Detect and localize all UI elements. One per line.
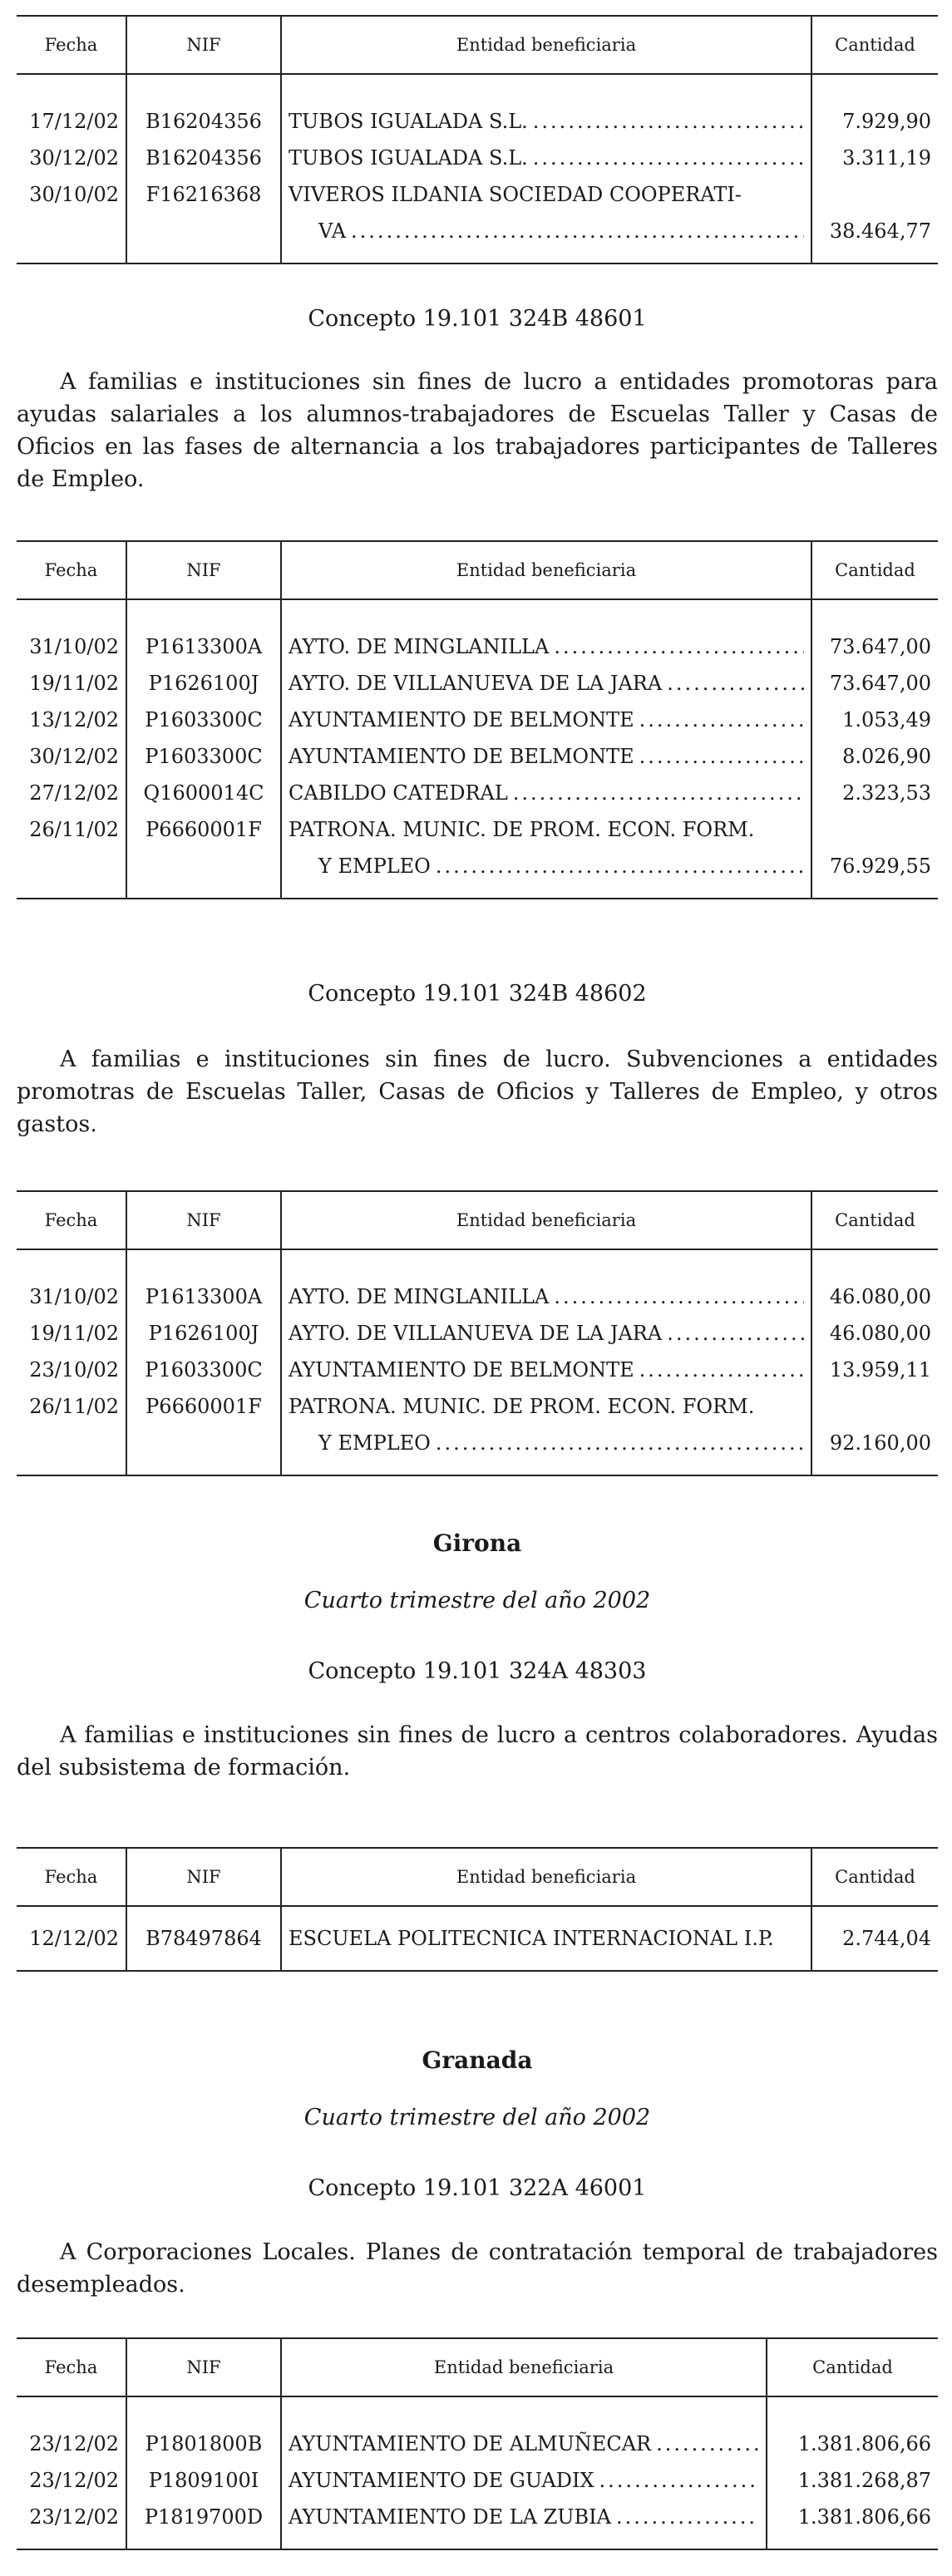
cell-fecha: 17/12/02 — [29, 110, 119, 133]
table-row — [17, 775, 938, 811]
entidad-line — [289, 140, 804, 176]
cell-cantidad: 2.323,53 — [811, 775, 938, 811]
entidad-line-2 — [289, 848, 804, 884]
cell-entidad — [281, 2499, 767, 2535]
amount-spacer — [819, 176, 931, 213]
spacer-cell — [811, 884, 938, 899]
entidad-text: VIVEROS ILDANIA SOCIEDAD COOPERATI- — [289, 183, 742, 206]
cell-fecha: 27/12/02 — [29, 781, 119, 805]
header-fecha: Fecha — [17, 541, 126, 599]
spacer-cell — [281, 1906, 811, 1920]
header-nif: NIF — [126, 1848, 281, 1906]
cell-fecha: 12/12/02 — [29, 1927, 119, 1950]
cell-cantidad: 1.381.268,87 — [767, 2462, 938, 2499]
concepto-description: A familias e instituciones sin fines de lucro. Subvenciones a entidades promotras de Escuelas Taller, Casas de Oficios y Talleres de Empleo, y otros gastos. — [17, 1047, 938, 1137]
amount-value: 38.464,77 — [829, 219, 931, 243]
entidad-text: PATRONA. MUNIC. DE PROM. ECON. FORM. — [289, 1395, 755, 1418]
cell-fecha: 26/11/02 — [29, 1395, 119, 1418]
cell-entidad — [281, 1920, 811, 1957]
header-nif: NIF — [126, 2338, 281, 2396]
dot-leader — [533, 140, 804, 176]
entidad-text: AYTO. DE VILLANUEVA DE LA JARA — [289, 1322, 663, 1345]
dot-leader — [599, 2462, 759, 2499]
period-heading: Cuarto trimestre del año 2002 — [303, 1588, 651, 1613]
spacer-cell — [281, 2535, 767, 2549]
cell-entidad — [281, 665, 811, 702]
table-row — [17, 1920, 938, 1957]
cell-cantidad: 8.026,90 — [811, 738, 938, 775]
cell-entidad — [281, 1315, 811, 1352]
table-row — [17, 2426, 938, 2462]
entidad-text-cont: VA — [318, 219, 347, 243]
row-spacer — [17, 884, 938, 899]
dot-leader — [656, 2426, 759, 2462]
spacer-cell — [17, 2535, 126, 2549]
cell-cantidad: 1.381.806,66 — [767, 2499, 938, 2535]
table-row — [17, 2462, 938, 2499]
spacer-cell — [126, 249, 281, 264]
dot-leader — [616, 2499, 759, 2535]
dot-leader — [667, 1315, 804, 1352]
cell-cantidad: 2.744,04 — [811, 1920, 938, 1957]
spacer-cell — [281, 1461, 811, 1475]
table-row — [17, 628, 938, 665]
spacer-cell — [811, 74, 938, 103]
amount-spacer — [819, 1388, 931, 1425]
cell-cantidad: 46.080,00 — [811, 1278, 938, 1315]
table-row — [17, 1352, 938, 1388]
cell-nif: P6660001F — [126, 811, 281, 884]
table-5 — [17, 2337, 938, 2550]
header-nif: NIF — [126, 16, 281, 74]
spacer-cell — [126, 2396, 281, 2426]
header-entidad: Entidad beneficiaria — [281, 2338, 767, 2396]
cell-cantidad: 1.053,49 — [811, 702, 938, 738]
spacer-cell — [126, 599, 281, 628]
entidad-line — [289, 103, 804, 140]
table-3 — [17, 1190, 938, 1476]
entidad-text: TUBOS IGUALADA S.L. — [289, 146, 528, 170]
entidad-line — [289, 1278, 804, 1315]
cell-fecha: 30/12/02 — [29, 146, 119, 170]
dot-leader — [639, 702, 804, 738]
dot-leader — [554, 1278, 804, 1315]
dot-leader — [436, 1425, 804, 1461]
cell-fecha: 23/12/02 — [29, 2469, 119, 2492]
table-row — [17, 702, 938, 738]
header-fecha: Fecha — [17, 16, 126, 74]
entidad-line — [289, 2499, 759, 2535]
row-spacer — [17, 1461, 938, 1475]
dot-leader — [533, 103, 804, 140]
header-cantidad: Cantidad — [811, 1848, 938, 1906]
spacer-cell — [281, 1957, 811, 1971]
entidad-line — [289, 628, 804, 665]
cell-nif: P1626100J — [126, 1315, 281, 1352]
spacer-cell — [126, 884, 281, 899]
spacer-cell — [767, 2535, 938, 2549]
table-row — [17, 738, 938, 775]
entidad-line-2 — [289, 1425, 804, 1461]
cell-entidad — [281, 140, 811, 176]
table-row — [17, 1278, 938, 1315]
table-row — [17, 665, 938, 702]
entidad-text: AYTO. DE VILLANUEVA DE LA JARA — [289, 672, 663, 695]
cell-fecha: 19/11/02 — [29, 672, 119, 695]
entidad-text: PATRONA. MUNIC. DE PROM. ECON. FORM. — [289, 818, 755, 841]
spacer-cell — [767, 2396, 938, 2426]
header-cantidad: Cantidad — [811, 16, 938, 74]
table-1 — [17, 15, 938, 264]
cell-fecha: 19/11/02 — [29, 1322, 119, 1345]
spacer-cell — [17, 1957, 126, 1971]
spacer-cell — [17, 74, 126, 103]
row-spacer — [17, 599, 938, 628]
cell-fecha: 31/10/02 — [29, 1285, 119, 1308]
spacer-cell — [281, 884, 811, 899]
spacer-cell — [811, 1249, 938, 1278]
dot-leader — [639, 1352, 804, 1388]
cell-nif: P1801800B — [126, 2426, 281, 2462]
cell-entidad — [281, 103, 811, 140]
dot-leader — [554, 628, 804, 665]
cell-nif: P1613300A — [126, 628, 281, 665]
cell-entidad — [281, 702, 811, 738]
dot-leader — [513, 775, 804, 811]
spacer-cell — [17, 1461, 126, 1475]
entidad-line-1 — [289, 1388, 804, 1425]
row-spacer — [17, 2396, 938, 2426]
amount-spacer — [819, 811, 931, 848]
cell-fecha: 26/11/02 — [29, 818, 119, 841]
entidad-line — [289, 775, 804, 811]
period-heading: Cuarto trimestre del año 2002 — [303, 2105, 651, 2130]
cell-nif: P1819700D — [126, 2499, 281, 2535]
entidad-text: AYUNTAMIENTO DE BELMONTE — [289, 1358, 634, 1382]
spacer-cell — [811, 1957, 938, 1971]
row-spacer — [17, 249, 938, 264]
spacer-cell — [17, 884, 126, 899]
spacer-cell — [17, 599, 126, 628]
entidad-text: AYUNTAMIENTO DE GUADIX — [289, 2469, 594, 2492]
row-spacer — [17, 1957, 938, 1971]
header-cantidad: Cantidad — [767, 2338, 938, 2396]
row-spacer — [17, 1906, 938, 1920]
cell-nif: P1603300C — [126, 1352, 281, 1388]
dot-leader — [436, 848, 804, 884]
table-header — [17, 1191, 938, 1249]
row-spacer — [17, 1249, 938, 1278]
entidad-line — [289, 1315, 804, 1352]
entidad-line — [289, 665, 804, 702]
cell-entidad — [281, 2462, 767, 2499]
row-spacer — [17, 74, 938, 103]
table-4 — [17, 1847, 938, 1972]
table-row — [17, 2499, 938, 2535]
spacer-cell — [811, 599, 938, 628]
dot-leader — [667, 665, 804, 702]
table-row — [17, 1315, 938, 1352]
spacer-cell — [17, 1249, 126, 1278]
spacer-cell — [281, 1249, 811, 1278]
header-cantidad: Cantidad — [811, 541, 938, 599]
cell-nif: P1626100J — [126, 665, 281, 702]
concepto-heading: Concepto 19.101 322A 46001 — [308, 2175, 647, 2201]
spacer-cell — [126, 74, 281, 103]
entidad-line-2 — [289, 213, 804, 249]
cell-nif: Q1600014C — [126, 775, 281, 811]
entidad-text: AYUNTAMIENTO DE LA ZUBIA — [289, 2505, 611, 2529]
header-entidad: Entidad beneficiaria — [281, 1848, 811, 1906]
province-heading-granada: Granada — [422, 2047, 533, 2074]
entidad-text: ESCUELA POLITECNICA INTERNACIONAL I.P. — [289, 1927, 774, 1950]
spacer-cell — [811, 249, 938, 264]
concepto-heading: Concepto 19.101 324B 48602 — [308, 981, 647, 1007]
entidad-text: AYUNTAMIENTO DE BELMONTE — [289, 745, 634, 768]
cell-fecha: 23/12/02 — [29, 2432, 119, 2455]
cell-fecha: 23/12/02 — [29, 2505, 119, 2529]
cell-entidad — [281, 1388, 811, 1461]
entidad-line — [289, 702, 804, 738]
header-nif: NIF — [126, 541, 281, 599]
cell-nif: B78497864 — [126, 1920, 281, 1957]
entidad-line — [289, 2426, 759, 2462]
spacer-cell — [126, 2535, 281, 2549]
header-fecha: Fecha — [17, 1848, 126, 1906]
concepto-description: A Corporaciones Locales. Planes de contratación temporal de trabajadores desempleados. — [17, 2239, 938, 2298]
concepto-description: A familias e instituciones sin fines de lucro a entidades promotoras para ayudas salariales a los alumnos-trabajadores de Escuelas Taller y Casas de Oficios en las fases de alternancia a los trabajadores participantes de Talleres de Empleo. — [17, 369, 938, 492]
province-heading-girona: Girona — [432, 1529, 522, 1557]
header-fecha: Fecha — [17, 1191, 126, 1249]
entidad-text: TUBOS IGUALADA S.L. — [289, 110, 528, 133]
cell-nif: B16204356 — [126, 103, 281, 140]
entidad-text: AYTO. DE MINGLANILLA — [289, 635, 550, 658]
header-entidad: Entidad beneficiaria — [281, 1191, 811, 1249]
row-spacer — [17, 2535, 938, 2549]
table-2 — [17, 540, 938, 899]
concepto-description: A familias e instituciones sin fines de lucro a centros colaboradores. Ayudas del subsistema de formación. — [17, 1722, 938, 1781]
header-cantidad: Cantidad — [811, 1191, 938, 1249]
cell-cantidad: 46.080,00 — [811, 1315, 938, 1352]
cell-entidad — [281, 176, 811, 249]
entidad-line — [289, 738, 804, 775]
table-header — [17, 16, 938, 74]
cell-nif: P1603300C — [126, 738, 281, 775]
dot-leader — [351, 213, 804, 249]
entidad-text: AYUNTAMIENTO DE ALMUÑECAR — [289, 2432, 652, 2455]
header-entidad: Entidad beneficiaria — [281, 16, 811, 74]
header-entidad: Entidad beneficiaria — [281, 541, 811, 599]
cell-cantidad: 7.929,90 — [811, 103, 938, 140]
cell-cantidad — [811, 811, 938, 884]
table-header — [17, 541, 938, 599]
cell-nif: B16204356 — [126, 140, 281, 176]
entidad-text-cont: Y EMPLEO — [318, 1431, 431, 1455]
spacer-cell — [281, 74, 811, 103]
cell-entidad — [281, 775, 811, 811]
entidad-line — [289, 2462, 759, 2499]
spacer-cell — [126, 1461, 281, 1475]
concepto-heading: Concepto 19.101 324A 48303 — [308, 1658, 647, 1684]
spacer-cell — [17, 2396, 126, 2426]
cell-fecha: 30/12/02 — [29, 745, 119, 768]
entidad-text: AYUNTAMIENTO DE BELMONTE — [289, 708, 634, 731]
cell-entidad — [281, 738, 811, 775]
cell-cantidad: 13.959,11 — [811, 1352, 938, 1388]
header-nif: NIF — [126, 1191, 281, 1249]
cell-cantidad: 73.647,00 — [811, 665, 938, 702]
table-row — [17, 1388, 938, 1461]
spacer-cell — [811, 1461, 938, 1475]
table-row — [17, 103, 938, 140]
cell-nif: F16216368 — [126, 176, 281, 249]
entidad-line-1 — [289, 176, 804, 213]
cell-cantidad: 1.381.806,66 — [767, 2426, 938, 2462]
spacer-cell — [281, 2396, 767, 2426]
cell-cantidad — [811, 1388, 938, 1461]
entidad-text-cont: Y EMPLEO — [318, 855, 431, 878]
concepto-heading: Concepto 19.101 324B 48601 — [308, 306, 647, 332]
spacer-cell — [17, 1906, 126, 1920]
entidad-text: AYTO. DE MINGLANILLA — [289, 1285, 550, 1308]
cell-entidad — [281, 1278, 811, 1315]
cell-nif: P1613300A — [126, 1278, 281, 1315]
cell-nif: P1603300C — [126, 702, 281, 738]
spacer-cell — [811, 1906, 938, 1920]
cell-fecha: 30/10/02 — [29, 183, 119, 206]
table-row — [17, 140, 938, 176]
amount-value: 92.160,00 — [829, 1431, 931, 1455]
cell-fecha: 23/10/02 — [29, 1358, 119, 1382]
cell-entidad — [281, 628, 811, 665]
amount-value: 76.929,55 — [829, 855, 931, 878]
entidad-text: CABILDO CATEDRAL — [289, 781, 508, 805]
cell-fecha: 31/10/02 — [29, 635, 119, 658]
table-header — [17, 1848, 938, 1906]
cell-cantidad: 3.311,19 — [811, 140, 938, 176]
cell-cantidad — [811, 176, 938, 249]
table-row — [17, 176, 938, 249]
table-row — [17, 811, 938, 884]
cell-entidad — [281, 1352, 811, 1388]
dot-leader — [639, 738, 804, 775]
entidad-line — [289, 1920, 804, 1957]
spacer-cell — [281, 249, 811, 264]
cell-nif: P6660001F — [126, 1388, 281, 1461]
cell-cantidad: 73.647,00 — [811, 628, 938, 665]
header-fecha: Fecha — [17, 2338, 126, 2396]
spacer-cell — [281, 599, 811, 628]
table-header — [17, 2338, 938, 2396]
cell-entidad — [281, 811, 811, 884]
spacer-cell — [17, 249, 126, 264]
spacer-cell — [126, 1906, 281, 1920]
cell-nif: P1809100I — [126, 2462, 281, 2499]
entidad-line-1 — [289, 811, 804, 848]
spacer-cell — [126, 1249, 281, 1278]
spacer-cell — [126, 1957, 281, 1971]
cell-entidad — [281, 2426, 767, 2462]
cell-fecha: 13/12/02 — [29, 708, 119, 731]
entidad-line — [289, 1352, 804, 1388]
